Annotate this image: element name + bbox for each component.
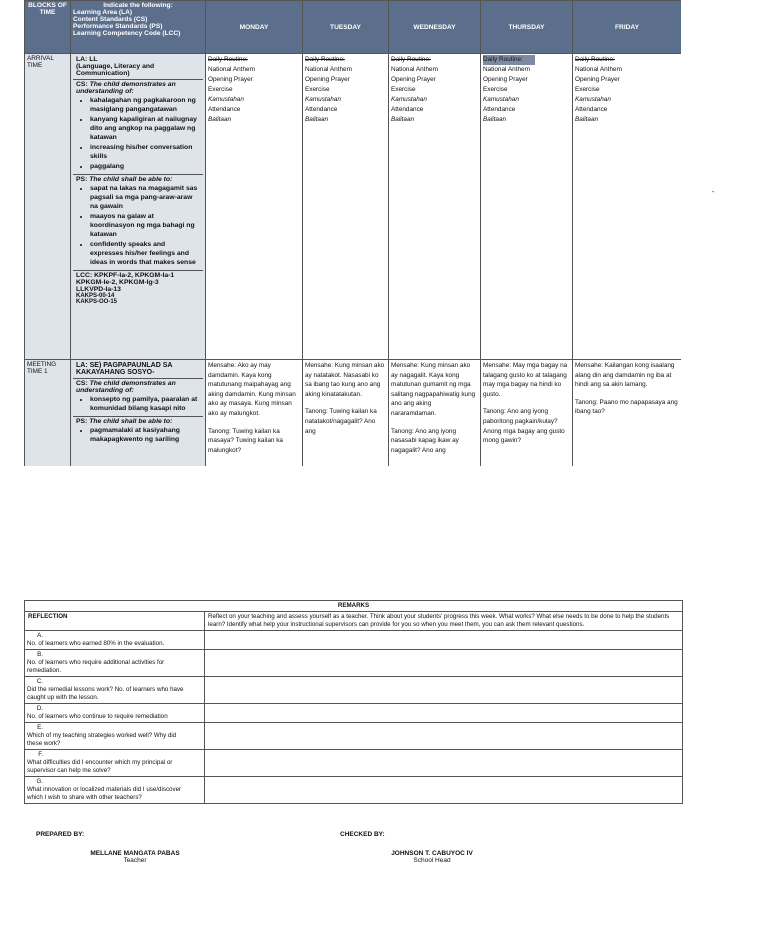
header-indicate bbox=[71, 1, 206, 54]
message-text: Mensahe: Ako ay may damdamin. Kaya kong matutunang maipahayag ang aking damdamin. Kung minsan ako ay masaya. Kung minsan ako ay malungkot. bbox=[208, 362, 296, 417]
table-row bbox=[25, 750, 683, 777]
list-item: • pagmamalaki at kasiyahang makapagkwento ng sariling bbox=[90, 426, 200, 444]
routine-label: Daily Routine: bbox=[391, 56, 431, 63]
arrival-friday bbox=[573, 54, 682, 360]
message-text: Mensahe: May mga bagay na talagang gusto ko at talagang may mga bagay na hindi ko gusto. bbox=[483, 362, 568, 398]
routine-item: Kamustahan bbox=[208, 96, 244, 103]
list-item: • kanyang kapaligiran at naiiugnay dito ang angkop na paggalaw ng katawan bbox=[90, 115, 200, 142]
arrival-cs bbox=[73, 80, 203, 175]
arrival-competencies bbox=[71, 54, 206, 360]
routine-item: Balitaan bbox=[575, 116, 599, 123]
answer-cell[interactable] bbox=[205, 650, 683, 677]
arrival-la-label: LA: LL bbox=[76, 56, 98, 63]
item-letter: C. bbox=[36, 678, 43, 685]
checked-by-label: CHECKED BY: bbox=[340, 831, 385, 838]
arrival-block-label: ARRIVAL TIME bbox=[25, 54, 71, 360]
item-letter: E. bbox=[37, 724, 43, 731]
table-row bbox=[25, 777, 683, 804]
arrival-thursday bbox=[481, 54, 573, 360]
lesson-plan-sheet bbox=[24, 0, 681, 466]
prepared-name: MELLANE MANGATA PABAS bbox=[90, 850, 180, 857]
routine-item: National Anthem bbox=[305, 66, 352, 73]
item-text: What innovation or localized materials did I use/discover which I wish to share with other teachers? bbox=[27, 786, 182, 801]
item-letter: B. bbox=[37, 651, 43, 658]
meeting-thursday bbox=[481, 360, 573, 467]
header-wednesday: WEDNESDAY bbox=[389, 1, 481, 54]
header-thursday: THURSDAY bbox=[481, 1, 573, 54]
arrival-la bbox=[73, 55, 203, 80]
message-text: Mensahe: Kailangan kong isaalang alang din ang damdamin ng iba at hindi ang sa akin lamang. bbox=[575, 362, 675, 389]
arrival-lcc bbox=[73, 271, 203, 307]
meeting-row bbox=[25, 360, 682, 467]
routine-item: Opening Prayer bbox=[575, 76, 620, 83]
meeting-cs bbox=[73, 379, 203, 417]
table-row bbox=[25, 650, 683, 677]
item-letter: F. bbox=[38, 751, 43, 758]
remarks-title-row bbox=[25, 601, 683, 612]
meeting-la-label: LA: bbox=[76, 362, 88, 369]
routine-item: Attendance bbox=[208, 106, 241, 113]
item-text: No. of learners who continue to require remediation bbox=[27, 713, 168, 720]
meeting-friday bbox=[573, 360, 682, 467]
answer-cell[interactable] bbox=[205, 777, 683, 804]
meeting-block-label: MEETING TIME 1 bbox=[25, 360, 71, 467]
stray-mark: - bbox=[712, 189, 715, 196]
routine-item: Exercise bbox=[208, 86, 233, 93]
arrival-lcc-line4: KAKPS-00-14 bbox=[76, 293, 115, 299]
reflection-row bbox=[25, 612, 683, 631]
routine-item: Exercise bbox=[391, 86, 416, 93]
routine-label: Daily Routine: bbox=[208, 56, 248, 63]
reflection-text: Reflect on your teaching and assess yourself as a teacher. Think about your students' progress this week. What works? What else needs to be done to help the students learn? Identify what help your instructional supervisors can provide for you so when you meet them, you can ask them relevant questions. bbox=[205, 612, 683, 631]
answer-cell[interactable] bbox=[205, 704, 683, 723]
message-text: Mensahe: Kung minsan ako ay nagagalit. Kaya kong matutunan gumamit ng mga salitang nagpapahiwatig kung ano ang aking nararamdaman. bbox=[391, 362, 476, 417]
meeting-cs-list bbox=[76, 395, 200, 413]
answer-cell[interactable] bbox=[205, 723, 683, 750]
daily-lesson-table bbox=[24, 0, 681, 466]
routine-item: Kamustahan bbox=[483, 96, 519, 103]
arrival-lcc-line5: KAKPS-OO-15 bbox=[76, 299, 118, 305]
arrival-ps bbox=[73, 175, 203, 271]
item-text: Did the remedial lessons work? No. of learners who have caught up with the lesson. bbox=[27, 686, 184, 701]
answer-cell[interactable] bbox=[205, 750, 683, 777]
item-letter: A. bbox=[37, 632, 43, 639]
list-item: • increasing his/her conversation skills bbox=[90, 143, 200, 161]
routine-item: Attendance bbox=[575, 106, 608, 113]
item-text: What difficulties did I encounter which my principal or supervisor can help me solve? bbox=[27, 759, 173, 774]
header-monday: MONDAY bbox=[206, 1, 303, 54]
list-item: • sapat na lakas na magagamit sas pagsali sa mga pang-araw-araw na gawain bbox=[90, 184, 200, 211]
answer-cell[interactable] bbox=[205, 631, 683, 650]
answer-cell[interactable] bbox=[205, 677, 683, 704]
item-letter: D. bbox=[36, 705, 43, 712]
table-row bbox=[25, 723, 683, 750]
meeting-ps-intro: The child shall be able to: bbox=[89, 418, 173, 425]
reflection-label: REFLECTION bbox=[25, 612, 205, 631]
routine-item: National Anthem bbox=[391, 66, 438, 73]
header-indicate-ps: Performance Standards (PS) bbox=[73, 23, 163, 30]
routine-item: Opening Prayer bbox=[305, 76, 350, 83]
header-indicate-la: Learning Area (LA) bbox=[73, 9, 133, 16]
table-row bbox=[25, 631, 683, 650]
routine-item: Kamustahan bbox=[391, 96, 427, 103]
routine-label: Daily Routine: bbox=[575, 56, 615, 63]
arrival-lcc-label: LCC: bbox=[76, 272, 93, 279]
header-tuesday: TUESDAY bbox=[303, 1, 389, 54]
item-text: No. of learners who require additional activities for remediation. bbox=[27, 659, 165, 674]
routine-label: Daily Routine: bbox=[483, 55, 535, 65]
routine-label: Daily Routine: bbox=[305, 56, 345, 63]
question-text: Tanong: Ano ang iyong nasasabi kapag ikaw ay nagagalit? Ano ang bbox=[391, 427, 459, 454]
checked-name: JOHNSON T. CABUYOC IV bbox=[391, 850, 473, 857]
list-item: • konsepto ng pamilya, paaralan at komunidad bilang kasapi nito bbox=[90, 395, 200, 413]
meeting-cs-label: CS: bbox=[76, 380, 88, 387]
table-row bbox=[25, 677, 683, 704]
question-text: Tanong: Ano ang iyong paboritong pagkain/kulay? Anong mga bagay ang gusto mong gawin? bbox=[483, 408, 565, 445]
table-header-row bbox=[25, 1, 682, 54]
arrival-lcc-line2: KPKGM-Ie-2, KPKGM-Ig-3 bbox=[76, 279, 159, 286]
arrival-row bbox=[25, 54, 682, 360]
routine-item: Attendance bbox=[305, 106, 338, 113]
meeting-competencies bbox=[71, 360, 206, 467]
meeting-ps-list bbox=[76, 426, 200, 444]
list-item: • kahalagahan ng pagkakaroon ng masiglang pangangatawan bbox=[90, 96, 200, 114]
meeting-monday bbox=[206, 360, 303, 467]
arrival-ps-intro: The child shall be able to: bbox=[89, 176, 173, 183]
checked-by-signature bbox=[372, 850, 492, 864]
arrival-cs-list bbox=[76, 96, 200, 171]
list-item: • maayos na galaw at koordinasyon ng mga bahagi ng katawan bbox=[90, 212, 200, 239]
header-friday: FRIDAY bbox=[573, 1, 682, 54]
routine-item: Balitaan bbox=[391, 116, 415, 123]
routine-item: Attendance bbox=[391, 106, 424, 113]
routine-item: Exercise bbox=[305, 86, 330, 93]
routine-item: Kamustahan bbox=[305, 96, 341, 103]
checked-role: School Head bbox=[413, 857, 451, 864]
question-text: Tanong: Tuwing kailan ka natatakot/nagagalit? Ano ang bbox=[305, 408, 377, 435]
meeting-la-desc: SE) PAGPAPAUNLAD SA KAKAYAHANG SOSYO- bbox=[76, 362, 173, 376]
remarks-table bbox=[24, 600, 683, 804]
item-text: Which of my teaching strategies worked well? Why did these work? bbox=[27, 732, 177, 747]
routine-item: Opening Prayer bbox=[208, 76, 253, 83]
list-item: • confidently speaks and expresses his/her feelings and ideas in words that makes sense bbox=[90, 240, 200, 267]
routine-item: Opening Prayer bbox=[391, 76, 436, 83]
meeting-la bbox=[73, 361, 203, 379]
arrival-ps-list bbox=[76, 184, 200, 267]
arrival-cs-intro: The child demonstrates an understanding of: bbox=[76, 81, 176, 95]
prepared-by-signature bbox=[70, 850, 200, 864]
routine-item: Balitaan bbox=[208, 116, 232, 123]
header-indicate-lcc: Learning Competency Code (LCC) bbox=[73, 30, 181, 37]
meeting-ps-label: PS: bbox=[76, 418, 88, 425]
routine-item: Balitaan bbox=[483, 116, 507, 123]
question-text: Tanong: Paano mo napapasaya ang ibang tao? bbox=[575, 398, 678, 416]
meeting-wednesday bbox=[389, 360, 481, 467]
meeting-ps bbox=[73, 417, 203, 447]
prepared-role: Teacher bbox=[123, 857, 147, 864]
meeting-tuesday bbox=[303, 360, 389, 467]
prepared-by-label: PREPARED BY: bbox=[36, 831, 85, 838]
list-item: • paggalang bbox=[90, 162, 200, 171]
message-text: Mensahe: Kung minsan ako ay natatakot. Nasasabi ko sa ibang tao kung ano ang aking kinatatakutan. bbox=[305, 362, 385, 398]
arrival-lcc-line1: KPKPF-Ia-2, KPKGM-Ia-1 bbox=[94, 272, 175, 279]
header-indicate-title: Indicate the following: bbox=[103, 2, 173, 9]
arrival-cs-label: CS: bbox=[76, 81, 88, 88]
arrival-ps-label: PS: bbox=[76, 176, 88, 183]
item-text: No. of learners who earned 80% in the evaluation. bbox=[27, 640, 165, 647]
routine-item: Attendance bbox=[483, 106, 516, 113]
arrival-lcc-line3: LLKVPD-Ia-13 bbox=[76, 286, 121, 293]
routine-item: National Anthem bbox=[208, 66, 255, 73]
routine-item: Exercise bbox=[483, 86, 508, 93]
arrival-monday bbox=[206, 54, 303, 360]
routine-item: Balitaan bbox=[305, 116, 329, 123]
header-blocks-of-time: BLOCKS OF TIME bbox=[25, 1, 71, 54]
arrival-tuesday bbox=[303, 54, 389, 360]
remarks-title: REMARKS bbox=[25, 601, 683, 612]
routine-item: Exercise bbox=[575, 86, 600, 93]
meeting-cs-intro: The child demonstrates an understanding of: bbox=[76, 380, 176, 394]
routine-item: National Anthem bbox=[575, 66, 622, 73]
header-indicate-cs: Content Standards (CS) bbox=[73, 16, 148, 23]
routine-item: Kamustahan bbox=[575, 96, 611, 103]
routine-item: Opening Prayer bbox=[483, 76, 528, 83]
arrival-la-desc: (Language, Literacy and Communication) bbox=[76, 63, 155, 77]
routine-item: National Anthem bbox=[483, 66, 530, 73]
arrival-wednesday bbox=[389, 54, 481, 360]
question-text: Tanong: Tuwing kailan ka masaya? Tuwing kailan ka malungkot? bbox=[208, 427, 283, 454]
item-letter: G. bbox=[36, 778, 43, 785]
table-row bbox=[25, 704, 683, 723]
